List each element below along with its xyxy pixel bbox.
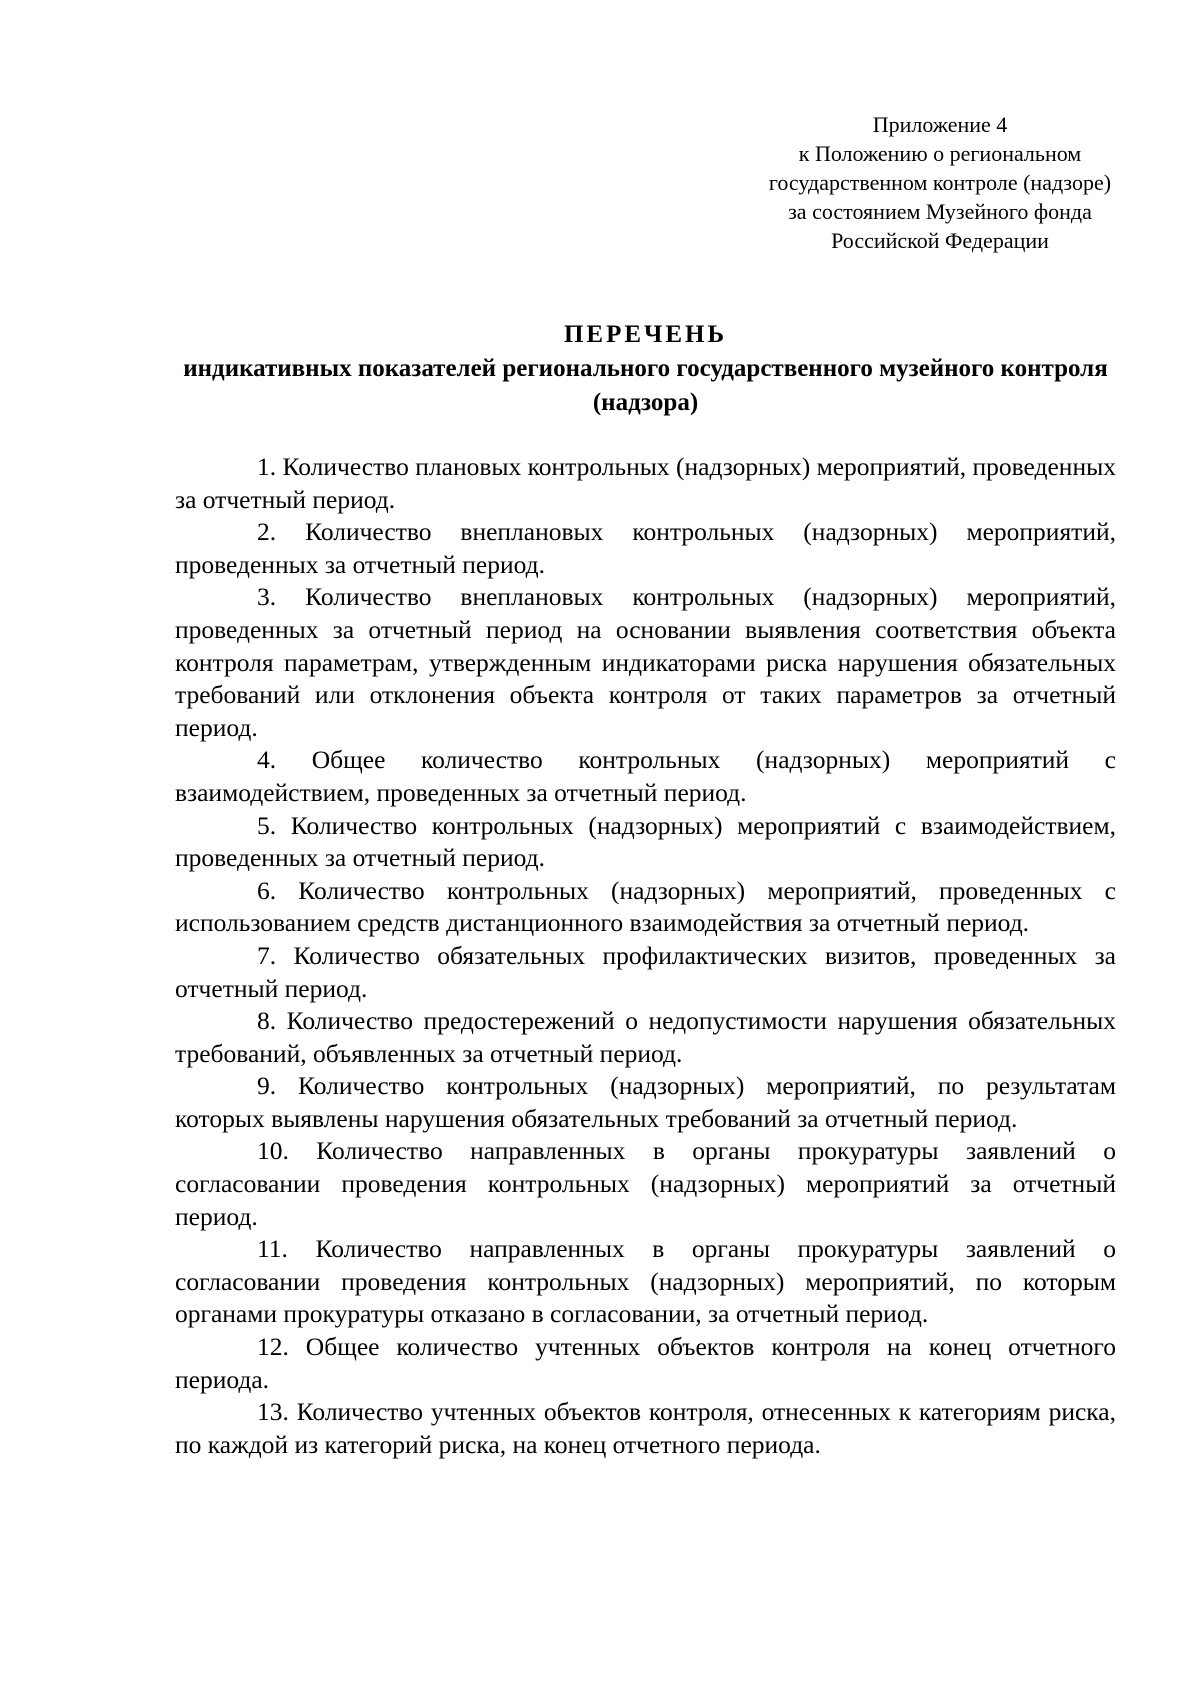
indicator-list [175, 451, 1116, 1461]
appendix-reference-line: государственном контроле (надзоре) [768, 170, 1112, 195]
list-item: 9. Количество контрольных (надзорных) мероприятий, по результатам которых выявлены нарушения обязательных требований за отчетный период. [175, 1071, 1116, 1133]
appendix-reference-line: к Положению о региональном [798, 141, 1082, 166]
list-item: 3. Количество внеплановых контрольных (надзорных) мероприятий, проведенных за отчетный период на основании выявления соответствия объекта контроля параметрам, утвержденным индикаторами риска нарушения обязательных требований или отклонения объекта контроля от таких параметров за отчетный период. [175, 582, 1116, 742]
appendix-number: Приложение 4 [872, 112, 1008, 137]
list-item: 10. Количество направленных в органы прокуратуры заявлений о согласовании проведения контрольных (надзорных) мероприятий за отчетный период. [175, 1136, 1116, 1231]
appendix-reference-line: за состоянием Музейного фонда [788, 199, 1092, 224]
list-item: 5. Количество контрольных (надзорных) мероприятий с взаимодействием, проведенных за отчетный период. [175, 810, 1116, 873]
list-item: 1. Количество плановых контрольных (надзорных) мероприятий, проведенных за отчетный период. [175, 452, 1116, 514]
list-item: 11. Количество направленных в органы прокуратуры заявлений о согласовании проведения контрольных (надзорных) мероприятий, по которым органами прокуратуры отказано в согласовании, за отчетный период. [175, 1234, 1116, 1329]
list-item: 8. Количество предостережений о недопустимости нарушения обязательных требований, объявленных за отчетный период. [175, 1006, 1116, 1068]
document-title [175, 318, 1116, 420]
title-main: ПЕРЕЧЕНЬ [563, 321, 728, 348]
appendix-reference-line: Российской Федерации [831, 228, 1049, 253]
list-item: 6. Количество контрольных (надзорных) мероприятий, проведенных с использованием средств дистанционного взаимодействия за отчетный период. [175, 875, 1116, 938]
list-item: 13. Количество учтенных объектов контроля, отнесенных к категориям риска, по каждой из категорий риска, на конец отчетного периода. [175, 1397, 1116, 1459]
appendix-header [720, 110, 1160, 255]
title-subtitle: индикативных показателей регионального государственного музейного контроля (надзора) [183, 355, 1108, 416]
list-item: 12. Общее количество учтенных объектов контроля на конец отчетного периода. [175, 1332, 1116, 1394]
list-item: 2. Количество внеплановых контрольных (надзорных) мероприятий, проведенных за отчетный период. [175, 517, 1116, 579]
list-item: 7. Количество обязательных профилактических визитов, проведенных за отчетный период. [175, 940, 1116, 1003]
list-item: 4. Общее количество контрольных (надзорных) мероприятий с взаимодействием, проведенных за отчетный период. [175, 745, 1116, 807]
